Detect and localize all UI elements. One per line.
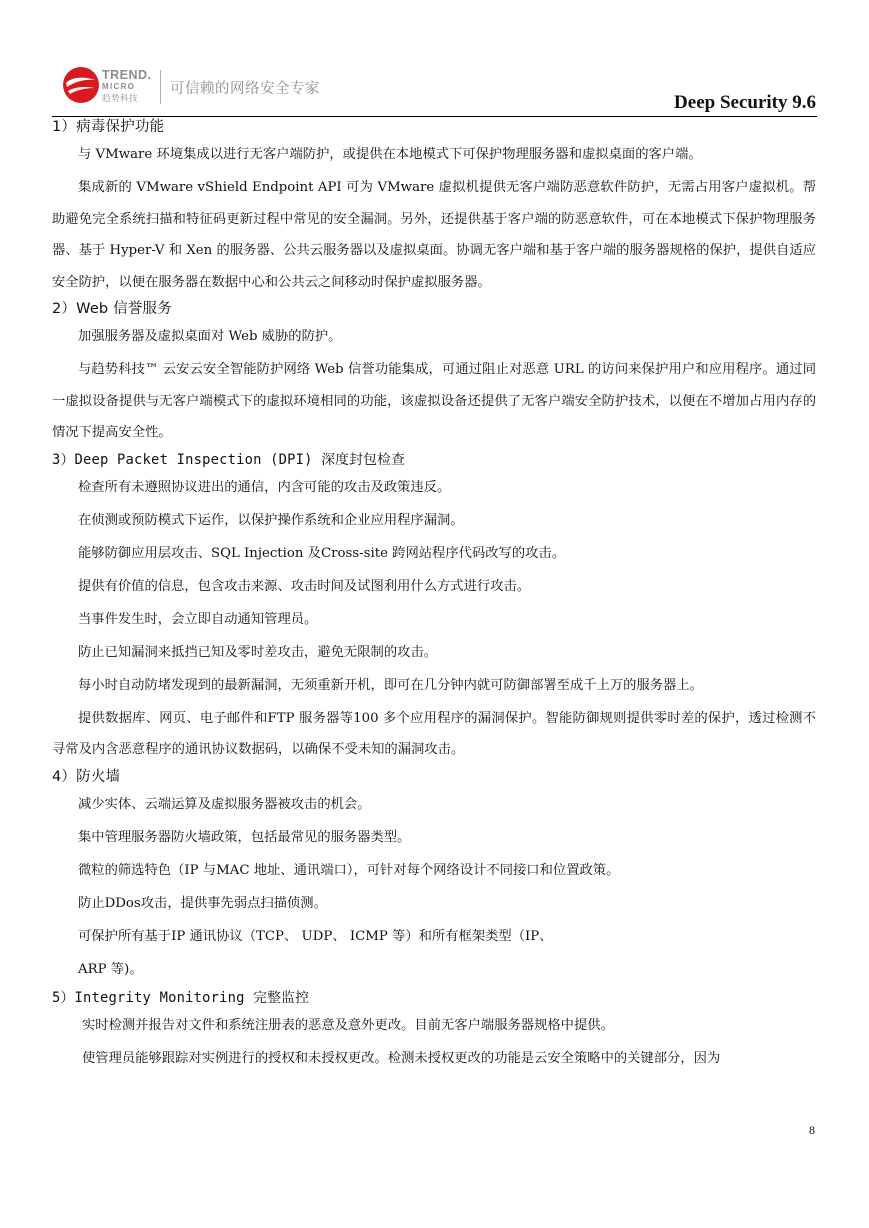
paragraph: 能够防御应用层攻击、SQL Injection 及Cross-site 跨网站程序代码改写的攻击。 <box>78 545 566 561</box>
trend-micro-logo-icon <box>62 66 100 104</box>
page-number: 8 <box>809 1123 815 1137</box>
brand-sub: MICRO <box>102 82 136 91</box>
product-title: Deep Security 9.6 <box>674 92 816 113</box>
paragraph: 在侦测或预防模式下运作，以保护操作系统和企业应用程序漏洞。 <box>78 512 464 528</box>
paragraph: ARP 等)。 <box>78 961 143 977</box>
paragraph: 实时检测并报告对文件和系统注册表的恶意及意外更改。目前无客户端服务器规格中提供。 <box>82 1017 614 1033</box>
paragraph: 防止DDos攻击，提供事先弱点扫描侦测。 <box>78 895 327 911</box>
paragraph: 集中管理服务器防火墙政策，包括最常见的服务器类型。 <box>78 829 411 845</box>
paragraph: 减少实体、云端运算及虚拟服务器被攻击的机会。 <box>78 796 371 812</box>
document-body <box>52 116 816 1076</box>
page-header <box>0 0 869 118</box>
section-heading-web-reputation: 2）Web 信誉服务 <box>52 301 172 317</box>
paragraph: 防止已知漏洞来抵挡已知及零时差攻击，避免无限制的攻击。 <box>78 644 438 660</box>
paragraph: 提供有价值的信息，包含攻击来源、攻击时间及试图利用什么方式进行攻击。 <box>78 578 531 594</box>
paragraph: 当事件发生时，会立即自动通知管理员。 <box>78 611 318 627</box>
paragraph: 与趋势科技™ 云安云安全智能防护网络 Web 信誉功能集成，可通过阻止对恶意 URL 的访问来保护用户和应用程序。通过同一虚拟设备提供与无客户端模式下的虚拟环境相同的功能，该虚拟设备还提供了无客户端安全防护技术，以便在不增加占用内存的情况下提高安全性。 <box>52 362 816 440</box>
paragraph: 与 VMware 环境集成以进行无客户端防护，或提供在本地模式下可保护物理服务器和虚拟桌面的客户端。 <box>78 147 702 162</box>
paragraph: 加强服务器及虚拟桌面对 Web 威胁的防护。 <box>78 329 342 344</box>
logo-divider <box>160 70 161 104</box>
paragraph: 使管理员能够跟踪对实例进行的授权和未授权更改。检测未授权更改的功能是云安全策略中的关键部分，因为 <box>82 1050 721 1066</box>
brand-name: TREND. <box>102 68 152 82</box>
brand-tagline: 可信赖的网络安全专家 <box>170 81 320 97</box>
section-heading-antivirus: 1）病毒保护功能 <box>52 119 165 135</box>
section-heading-dpi: 3）Deep Packet Inspection (DPI) 深度封包检查 <box>52 451 406 468</box>
paragraph: 每小时自动防堵发现到的最新漏洞，无须重新开机，即可在几分钟内就可防御部署至成千上万的服务器上。 <box>78 677 703 693</box>
brand-chinese-name: 趋势科技 <box>102 94 139 104</box>
paragraph: 可保护所有基于IP 通讯协议（TCP、 UDP、 ICMP 等）和所有框架类型（IP、 <box>78 928 553 944</box>
paragraph: 检查所有未遵照协议进出的通信，内含可能的攻击及政策违反。 <box>78 479 451 495</box>
section-heading-integrity-monitoring: 5）Integrity Monitoring 完整监控 <box>52 989 310 1006</box>
section-heading-firewall: 4）防火墙 <box>52 768 121 785</box>
paragraph: 提供数据库、网页、电子邮件和FTP 服务器等100 多个应用程序的漏洞保护。智能防御规则提供零时差的保护，透过检测不寻常及内含恶意程序的通讯协议数据码，以确保不受未知的漏洞攻击。 <box>52 710 816 757</box>
paragraph: 集成新的 VMware vShield Endpoint API 可为 VMware 虚拟机提供无客户端防恶意软件防护，无需占用客户虚拟机。帮助避免完全系统扫描和特征码更新过程中常见的安全漏洞。另外，还提供基于客户端的防恶意软件，可在本地模式下保护物理服务器、基于 Hyper-V 和 Xen 的服务器、公共云服务器以及虚拟桌面。协调无客户端和基于客户端的服务器规格的保护，提供自适应安全防护，以便在服务器在数据中心和公共云之间移动时保护虚拟服务器。 <box>52 180 816 290</box>
paragraph: 微粒的筛选特色（IP 与MAC 地址、通讯端口），可针对每个网络设计不同接口和位置政策。 <box>78 862 620 878</box>
